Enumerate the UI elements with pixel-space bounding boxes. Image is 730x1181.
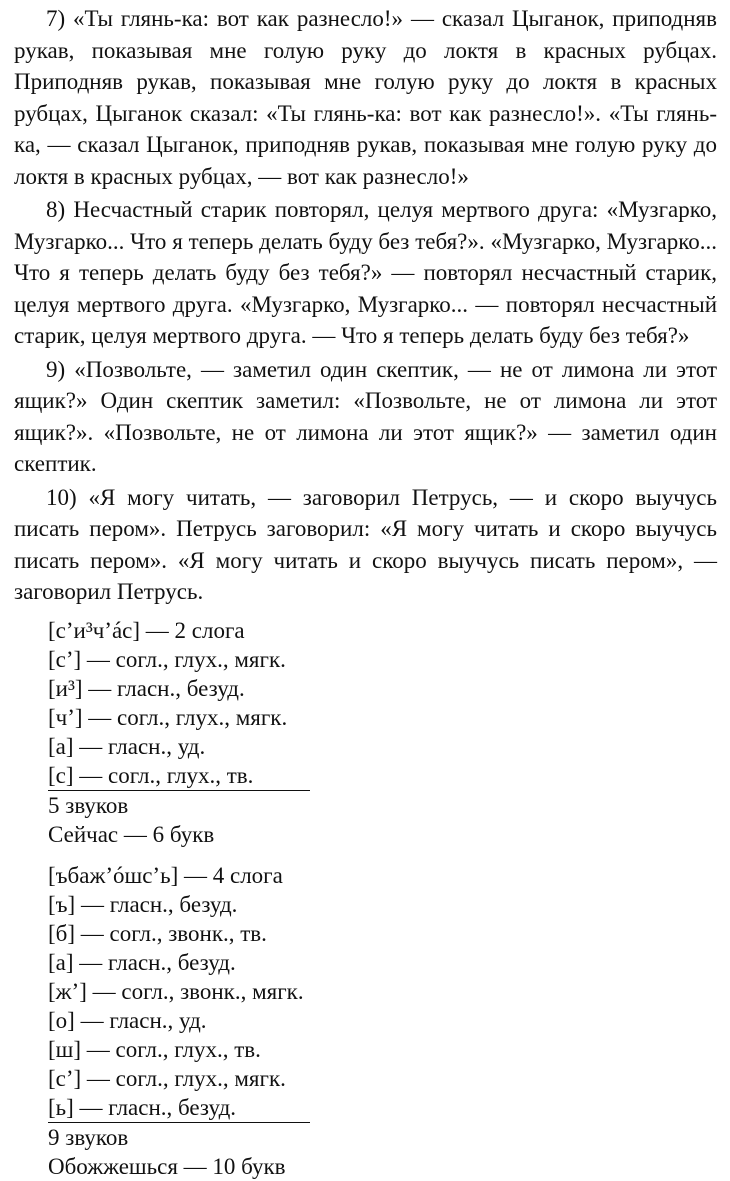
phonetic-analysis-seychas [0, 616, 730, 849]
sound-line: [а] — гласн., безуд. [48, 949, 236, 975]
paragraph-10: 10) «Я могу читать, — заговорил Петрусь, — и скоро выучусь писать пером». Петрусь заговорил: «Я могу читать и скоро выучусь писать пером». «Я могу читать и скоро выучусь писать пером», — заговорил Петрусь. [14, 484, 717, 604]
letter-count: Обожжешься — 10 букв [48, 1153, 286, 1179]
sound-line: [с] — согл., глух., тв. [48, 762, 254, 788]
section-gap [0, 849, 730, 861]
sound-line: [б] — согл., звонк., тв. [48, 920, 267, 946]
sound-line: [и³] — гласн., безуд. [48, 675, 245, 701]
transcription-line: [ъбаж’óшс’ь] — 4 слога [48, 862, 283, 888]
sound-count: 9 звуков [48, 1122, 310, 1152]
sound-line: [ш] — согл., глух., тв. [48, 1036, 261, 1062]
letter-count: Сейчас — 6 букв [48, 821, 215, 847]
sound-line: [о] — гласн., уд. [48, 1007, 207, 1033]
sound-line: [с’] — согл., глух., мягк. [48, 1065, 286, 1091]
sound-line: [ъ] — гласн., безуд. [48, 891, 238, 917]
sound-line: [ж’] — согл., звонк., мягк. [48, 978, 304, 1004]
sound-line: [с’] — согл., глух., мягк. [48, 646, 286, 672]
sound-line: [а] — гласн., уд. [48, 733, 206, 759]
transcription-line: [с’и³ч’ác] — 2 слога [48, 617, 245, 643]
paragraph-7: 7) «Ты глянь-ка: вот как разнесло!» — сказал Цыганок, приподняв рукав, показывая мне голую руку до локтя в красных рубцах. Приподняв рукав, показывая мне голую руку до локтя в красных рубцах, Цыганок сказал: «Ты глянь-ка: вот как разнесло!». «Ты глянь-ка, — сказал Цыганок, приподняв рукав, показывая мне голую руку до локтя в красных рубцах, — вот как разнесло!» [14, 6, 717, 189]
phonetic-analysis-obozhzheshsya [0, 861, 730, 1181]
paragraph-8: 8) Несчастный старик повторял, целуя мертвого друга: «Музгарко, Музгарко... Что я теперь делать буду без тебя?». «Музгарко, Музгарко... Что я теперь делать буду без тебя?» — повторял несчастный старик, целуя мертвого друга. «Музгарко, Музгарко... — повторял несчастный старик, целуя мертвого друга. — Что я теперь делать буду без тебя?» [14, 197, 717, 348]
sound-count: 5 звуков [48, 790, 310, 820]
paragraph-9: 9) «Позвольте, — заметил один скептик, — не от лимона ли этот ящик?» Один скептик заметил: «Позвольте, не от лимона ли этот ящик?». «Позвольте, не от лимона ли этот ящик?» — заметил один скептик. [14, 356, 717, 476]
sound-line: [ч’] — согл., глух., мягк. [48, 704, 288, 730]
sound-line: [ь] — гласн., безуд. [48, 1094, 237, 1120]
